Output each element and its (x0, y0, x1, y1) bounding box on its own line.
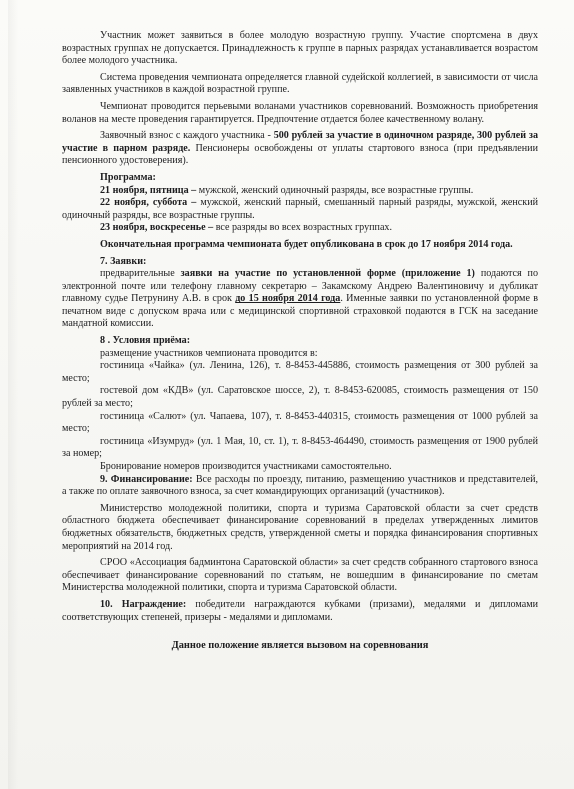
deadline-date: до 15 ноября 2014 года (235, 293, 341, 305)
section-8-intro: размещение участников чемпионата проводится в: (100, 347, 318, 359)
program-day-23: 23 ноября, воскресенье – все разряды во всех возрастных группах. (100, 222, 392, 234)
section-9-ministry: Министерство молодежной политики, спорта и туризма Саратовской области за счет средств областного бюджета обеспечивает финансирование соревнований в пределах утвержденных лимитов бюджетных обязательств, бюджетных средств, утвержденной сметы и порядка финансирования спортивных мероприятий на 2014 год. (62, 502, 538, 552)
paragraph-system: Система проведения чемпионата определяется главной судейской коллегией, в зависимости от числа заявленных участников в каждой возрастной группе. (62, 71, 538, 96)
paragraph-shuttlecocks: Чемпионат проводится перьевыми воланами участников соревнований. Возможность приобретения воланов на месте проведения гарантируется. Предпочтение отдается более качественному волану. (62, 100, 538, 125)
section-9-association: СРОО «Ассоциация бадминтона Саратовской области» за счет средств собранного стартового взноса обеспечивает финансирование соревнований по статьям, не вошедшим в финансирование по сметам Министерства молодежной политики, спорта и туризма Саратовской области. (62, 557, 538, 594)
final-program-note: Окончательная программа чемпионата будет опубликована в срок до 17 ноября 2014 года. (100, 238, 513, 250)
section-7-heading: 7. Заявки: (100, 255, 147, 267)
program-day-21: 21 ноября, пятница – мужской, женский одиночный разряды, все возрастные группы. (100, 184, 474, 196)
section-8-heading: 8 . Условия приёма: (100, 335, 191, 347)
hotel-chaika: гостиница «Чайка» (ул. Ленина, 126), т. 8-8453-445886, стоимость размещения от 300 рублей за место; (62, 360, 538, 384)
hotel-salyut: гостиница «Салют» (ул. Чапаева, 107), т. 8-8453-440315, стоимость размещения от 1000 рублей за место; (62, 410, 538, 435)
guest-house-kdv: гостевой дом «КДВ» (ул. Саратовское шоссе, 2), т. 8-8453-620085, стоимость размещения от 150 рублей за место; (62, 385, 538, 410)
paragraph-age-groups: Участник может заявиться в более молодую возрастную группу. Участие спортсмена в двух возрастных группах не допускается. Принадлежность к группе в парных разрядах устанавливается возрастом более молодого участника. (62, 30, 538, 67)
fee-pensioners: Пенсионеры освобождены от уплаты стартового взноса (при предъявлении пенсионного удостоверения). (62, 142, 538, 167)
section-10: 10. Награждение: победители награждаются кубками (призами), медалями и дипломами соответствующих степеней, призеры - медалями и дипломами. (62, 598, 538, 623)
hotel-izumrud: гостиница «Изумруд» (ул. 1 Мая, 10, ст. 1), т. 8-8453-464490, стоимость размещения от 1900 рублей за номер; (62, 435, 538, 460)
fee-amounts: 500 рублей за участие в одиночном разряде, 300 рублей за участие в парном разряде. (62, 130, 538, 154)
paragraph-entry-fee (62, 130, 538, 168)
booking-note: Бронирование номеров производится участниками самостоятельно. (100, 461, 392, 472)
program-heading: Программа: (100, 171, 156, 183)
section-9: 9. Финансирование: Все расходы по проезду, питанию, размещению участников и представителей, а также по оплате заявочного взноса, за счет командирующих организаций (участников). (62, 473, 538, 498)
section-7-text: предварительные заявки на участие по установленной форме (приложение 1) подаются по электронной почте или телефону главному секретарю – Закамскому Андрею Валентиновичу и дубликат главному судье Петрунину А.В. в срок до 15 ноября 2014 года. Именные заявки по установленной форме в печатном виде с допуском врача или с медицинской спортивной страховкой подаются в ГСК на заседание мандатной комиссии. (62, 268, 539, 330)
fee-intro: Заявочный взнос с каждого участника - (100, 130, 271, 142)
program-day-22: 22 ноября, суббота – мужской, женский парный, смешанный парный разряды, мужской, женский одиночный разряды, все возрастные группы. (62, 197, 538, 221)
closing-statement: Данное положение является вызовом на соревнования (171, 640, 429, 652)
